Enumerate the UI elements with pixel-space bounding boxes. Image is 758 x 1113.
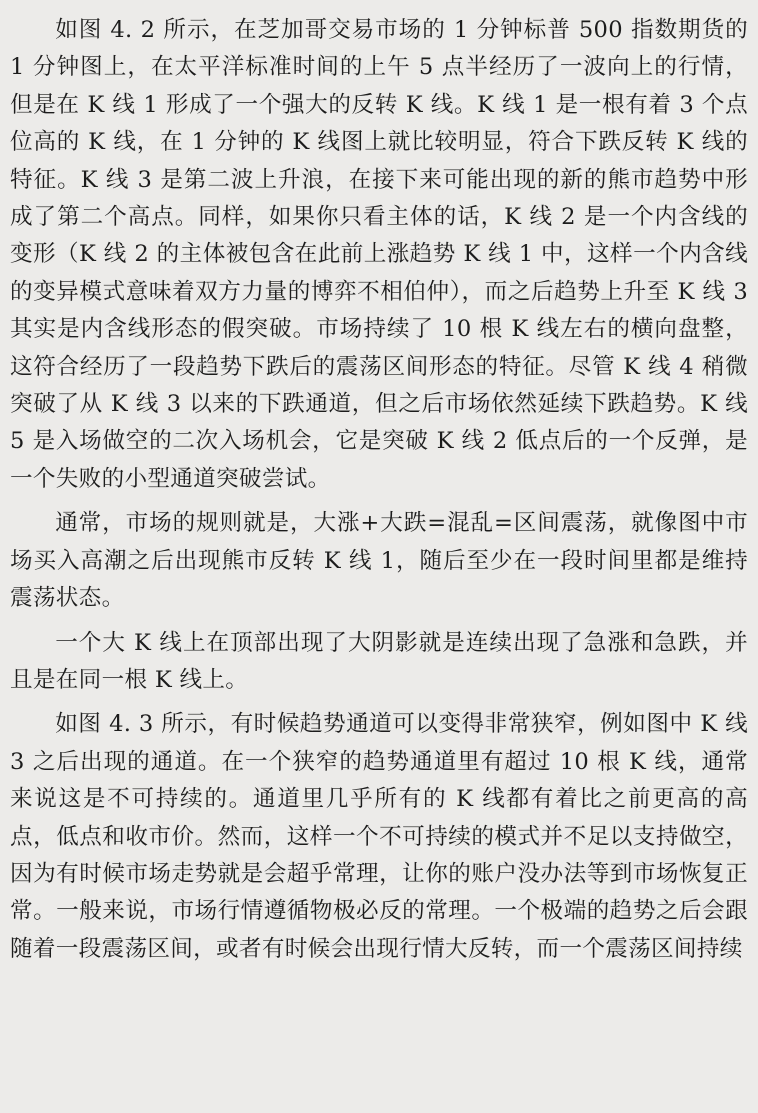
paragraph-big-shadow: 一个大 K 线上在顶部出现了大阴影就是连续出现了急涨和急跌，并且是在同一根 K 线上。 xyxy=(10,629,748,693)
paragraph-market-rule: 通常，市场的规则就是，大涨+大跌=混乱=区间震荡，就像图中市场买入高潮之后出现熊市反转 K 线 1，随后至少在一段时间里都是维持震荡状态。 xyxy=(10,510,748,612)
paragraph-figure-4-2: 如图 4. 2 所示，在芝加哥交易市场的 1 分钟标普 500 指数期货的 1 分钟图上，在太平洋标准时间的上午 5 点半经历了一波向上的行情，但是在 K 线 1 形成了一个强大的反转 K 线。K 线 1 是一根有着 3 个点位高的 K 线，在 1 分钟的 K 线图上就比较明显，符合下跌反转 K 线的特征。K 线 3 是第二波上升浪，在接下来可能出现的新的熊市趋势中形成了第二个高点。同样，如果你只看主体的话，K 线 2 是一个内含线的变形（K 线 2 的主体被包含在此前上涨趋势 K 线 1 中，这样一个内含线的变异模式意味着双方力量的博弈不相伯仲），而之后趋势上升至 K 线 3 其实是内含线形态的假突破。市场持续了 10 根 K 线左右的横向盘整，这符合经历了一段趋势下跌后的震荡区间形态的特征。尽管 K 线 4 稍微突破了从 K 线 3 以来的下跌通道，但之后市场依然延续下跌趋势。K 线 5 是入场做空的二次入场机会，它是突破 K 线 2 低点后的一个反弹，是一个失败的小型通道突破尝试。 xyxy=(10,17,748,492)
paragraph-figure-4-3: 如图 4. 3 所示，有时候趋势通道可以变得非常狭窄，例如图中 K 线 3 之后出现的通道。在一个狭窄的趋势通道里有超过 10 根 K 线，通常来说这是不可持续的。通道里几乎所有的 K 线都有着比之前更高的高点，低点和收市价。然而，这样一个不可持续的模式并不足以支持做空，因为有时候市场走势就是会超乎常理，让你的账户没办法等到市场恢复正常。一般来说，市场行情遵循物极必反的常理。一个极端的趋势之后会跟随着一段震荡区间，或者有时候会出现行情大反转，而一个震荡区间持续 xyxy=(10,711,748,962)
